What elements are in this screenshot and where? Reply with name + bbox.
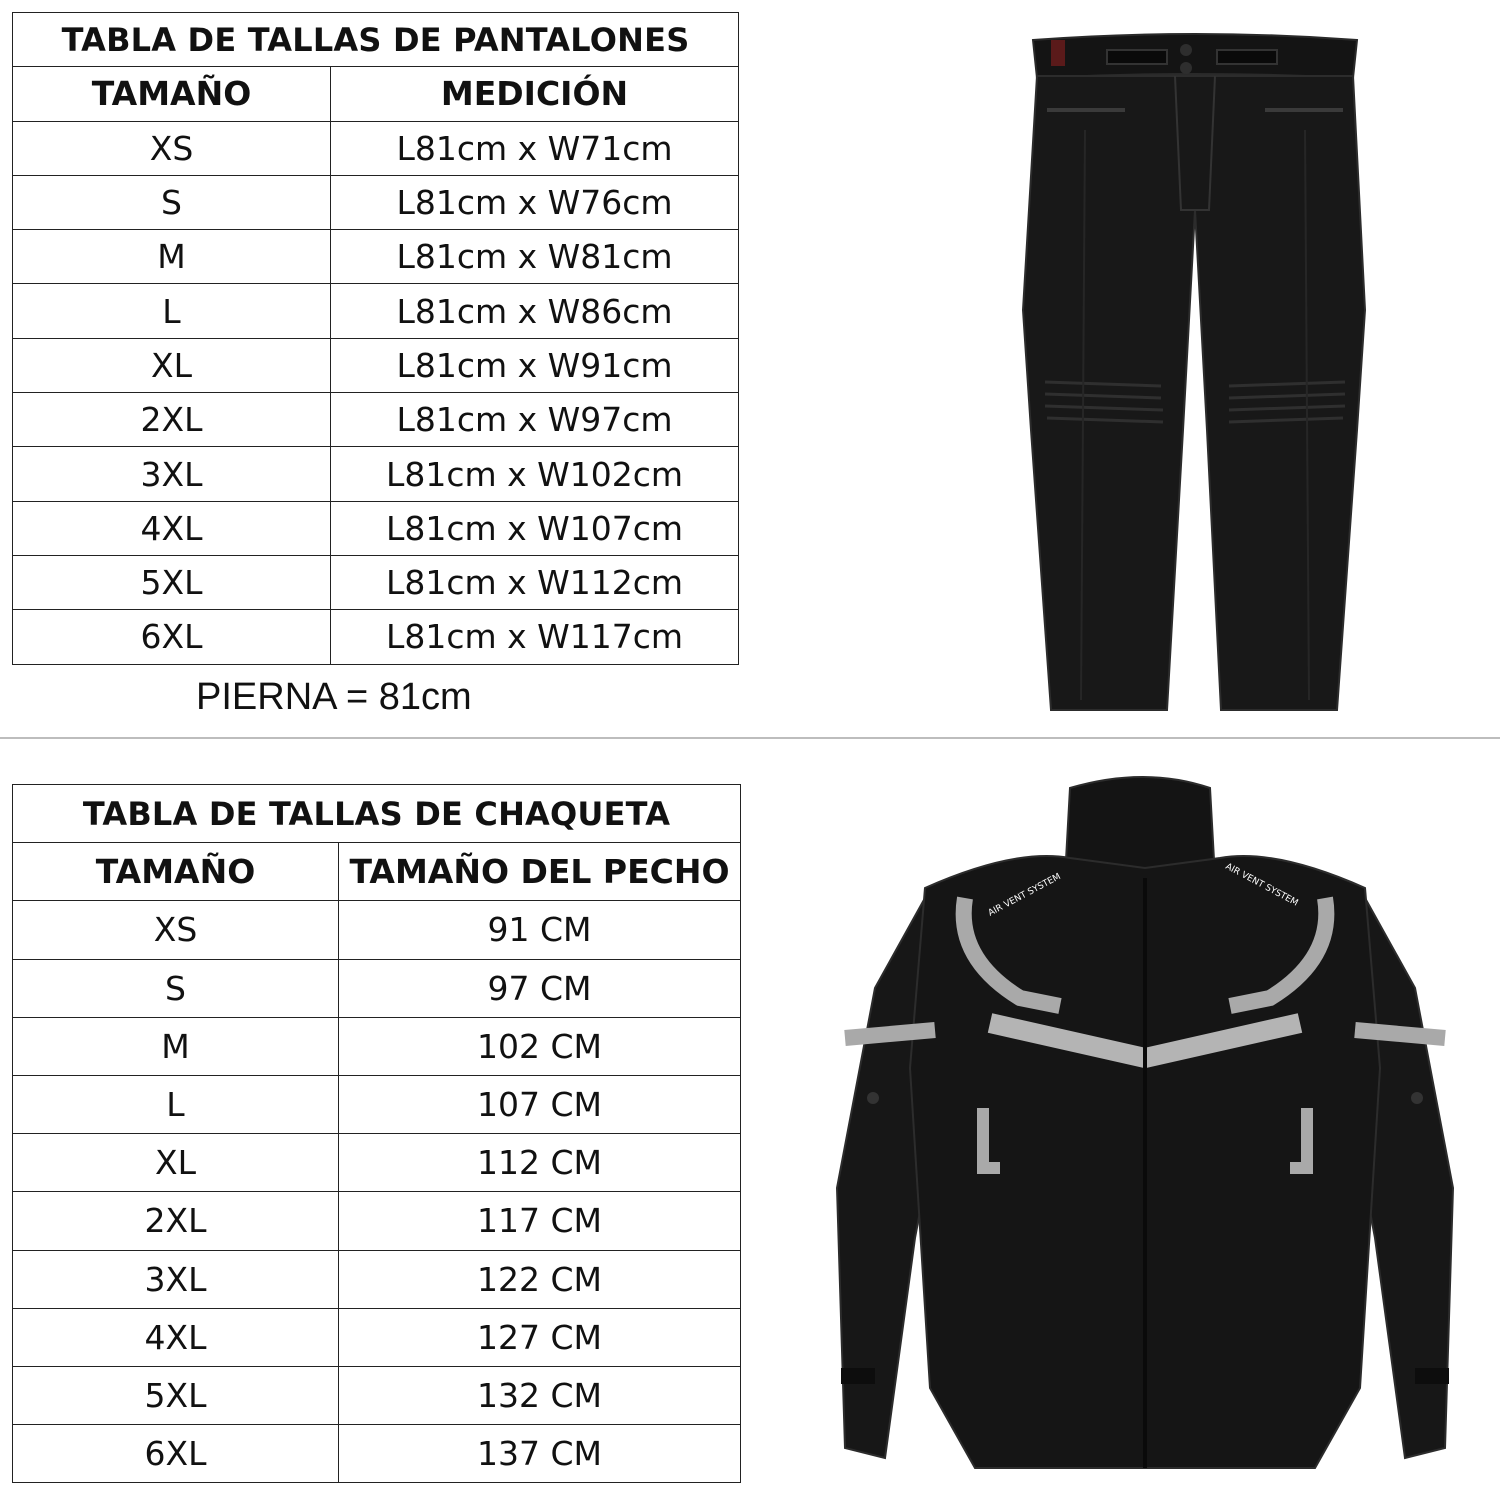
pants-image [985, 10, 1405, 720]
pants-table-row [13, 393, 739, 447]
pants-size-cell: 6XL [13, 610, 331, 664]
vent-label-right: AIR VENT SYSTEM [1223, 861, 1300, 909]
jacket-size-cell: L [13, 1075, 339, 1133]
jacket-table-row [13, 901, 741, 959]
pants-size-cell: 3XL [13, 447, 331, 501]
pants-measure-cell: L81cm x W81cm [331, 230, 739, 284]
jacket-size-cell: M [13, 1017, 339, 1075]
jacket-measure-cell: 132 CM [339, 1366, 741, 1424]
jacket-table-row [13, 1134, 741, 1192]
pants-size-table [12, 12, 739, 665]
pants-title-row [13, 13, 739, 67]
jacket-chest-header: TAMAÑO DEL PECHO [339, 843, 741, 901]
pants-measure-cell: L81cm x W107cm [331, 501, 739, 555]
pants-size-cell: L [13, 284, 331, 338]
jacket-size-cell: 3XL [13, 1250, 339, 1308]
jacket-table-row [13, 1017, 741, 1075]
jacket-header-row [13, 843, 741, 901]
jacket-size-table [12, 784, 741, 1483]
section-divider [0, 737, 1500, 739]
jacket-size-cell: XS [13, 901, 339, 959]
jacket-size-cell: 2XL [13, 1192, 339, 1250]
jacket-size-header: TAMAÑO [13, 843, 339, 901]
pants-table-row [13, 175, 739, 229]
pants-measure-cell: L81cm x W91cm [331, 338, 739, 392]
jacket-title-row [13, 785, 741, 843]
pants-table-row [13, 447, 739, 501]
pants-measure-cell: L81cm x W97cm [331, 393, 739, 447]
jacket-table-row [13, 1308, 741, 1366]
pants-table-row [13, 230, 739, 284]
jacket-size-cell: 5XL [13, 1366, 339, 1424]
jacket-measure-cell: 112 CM [339, 1134, 741, 1192]
pants-table-body [13, 13, 739, 665]
jacket-size-cell: XL [13, 1134, 339, 1192]
pants-measure-cell: L81cm x W86cm [331, 284, 739, 338]
pants-size-cell: XS [13, 121, 331, 175]
pants-measure-cell: L81cm x W76cm [331, 175, 739, 229]
pants-measure-cell: L81cm x W117cm [331, 610, 739, 664]
pants-size-cell: 5XL [13, 555, 331, 609]
jacket-measure-cell: 137 CM [339, 1425, 741, 1483]
vent-label-left: AIR VENT SYSTEM [986, 871, 1063, 919]
jacket-table-row [13, 1366, 741, 1424]
jacket-size-cell: 6XL [13, 1425, 339, 1483]
jacket-table-title: TABLA DE TALLAS DE CHAQUETA [13, 785, 741, 843]
leg-length-note: PIERNA = 81cm [196, 676, 472, 718]
jacket-measure-cell: 97 CM [339, 959, 741, 1017]
jacket-measure-cell: 122 CM [339, 1250, 741, 1308]
jacket-measure-cell: 91 CM [339, 901, 741, 959]
jacket-measure-cell: 127 CM [339, 1308, 741, 1366]
pants-table-title: TABLA DE TALLAS DE PANTALONES [13, 13, 739, 67]
pants-measure-cell: L81cm x W112cm [331, 555, 739, 609]
jacket-table-row [13, 1075, 741, 1133]
pants-table-row [13, 121, 739, 175]
pants-measure-header: MEDICIÓN [331, 67, 739, 121]
jacket-table-row [13, 1425, 741, 1483]
jacket-table-row [13, 1250, 741, 1308]
pants-header-row [13, 67, 739, 121]
pants-size-cell: 4XL [13, 501, 331, 555]
pants-size-header: TAMAÑO [13, 67, 331, 121]
pants-table-row [13, 610, 739, 664]
pants-table-row [13, 284, 739, 338]
pants-table-row [13, 338, 739, 392]
pants-size-cell: XL [13, 338, 331, 392]
jacket-measure-cell: 102 CM [339, 1017, 741, 1075]
jacket-size-cell: S [13, 959, 339, 1017]
jacket-size-cell: 4XL [13, 1308, 339, 1366]
jacket-measure-cell: 107 CM [339, 1075, 741, 1133]
jacket-table-row [13, 959, 741, 1017]
pants-measure-cell: L81cm x W71cm [331, 121, 739, 175]
pants-table-row [13, 501, 739, 555]
pants-size-cell: 2XL [13, 393, 331, 447]
pants-table-row [13, 555, 739, 609]
jacket-table-row [13, 1192, 741, 1250]
jacket-measure-cell: 117 CM [339, 1192, 741, 1250]
pants-size-cell: S [13, 175, 331, 229]
pants-size-cell: M [13, 230, 331, 284]
jacket-image [815, 768, 1475, 1483]
jacket-table-body [13, 785, 741, 1483]
pants-measure-cell: L81cm x W102cm [331, 447, 739, 501]
